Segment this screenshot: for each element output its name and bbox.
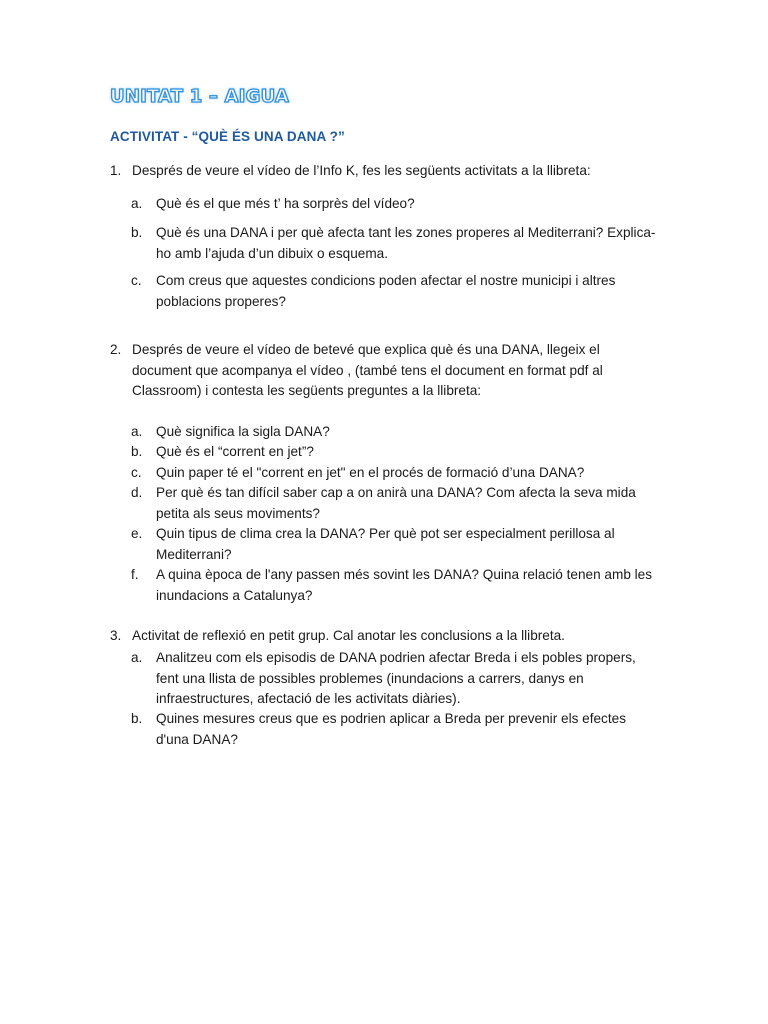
item-text: Què és el que més t’ ha sorprès del vídeo? (156, 196, 415, 211)
item-text: Com creus que aquestes condicions poden afectar el nostre municipi i altres poblacions properes? (156, 273, 616, 309)
item-text: A quina època de l'any passen més sovint les DANA? Quina relació tenen amb les inundacions a Catalunya? (156, 567, 653, 603)
item-text: Quines mesures creus que es podrien aplicar a Breda per prevenir els efectes d'una DANA? (156, 711, 626, 747)
item-letter: c. (131, 465, 142, 480)
item-text: Quin tipus de clima crea la DANA? Per què pot ser especialment perillosa al Mediterrani? (156, 526, 615, 562)
question-number: 3. (110, 628, 122, 643)
page-title: UNITAT 1 – AIGUA (110, 86, 289, 107)
question-number: 1. (110, 163, 122, 178)
item-letter: f. (131, 567, 139, 582)
item-text: Per què és tan difícil saber cap a on anirà una DANA? Com afecta la seva mida petita als seus moviments? (156, 485, 636, 521)
question-text: Després de veure el vídeo de l’Info K, fes les següents activitats a la llibreta: (132, 163, 591, 178)
item-text: Quin paper té el "corrent en jet" en el procés de formació d’una DANA? (156, 465, 585, 480)
question-number: 2. (110, 342, 122, 357)
item-letter: d. (131, 485, 143, 500)
item-letter: c. (131, 273, 142, 288)
item-letter: a. (131, 424, 143, 439)
item-text: Què significa la sigla DANA? (156, 424, 330, 439)
item-text: Analitzeu com els episodis de DANA podrien afectar Breda i els pobles propers, fent una llista de possibles problemes (inundacions a carrers, danys en infraestructures, afectació de les activitats diàries). (156, 650, 636, 706)
question-text: Activitat de reflexió en petit grup. Cal anotar les conclusions a la llibreta. (132, 628, 565, 643)
item-text: Què és una DANA i per què afecta tant les zones properes al Mediterrani? Explica-ho amb l’ajuda d’un dibuix o esquema. (156, 225, 656, 261)
item-letter: b. (131, 444, 143, 459)
item-text: Què és el “corrent en jet”? (156, 444, 314, 459)
item-letter: a. (131, 196, 143, 211)
item-letter: b. (131, 225, 143, 240)
item-letter: b. (131, 711, 143, 726)
item-letter: e. (131, 526, 143, 541)
question-text: Després de veure el vídeo de betevé que explica què és una DANA, llegeix el document que acompanya el vídeo , (també tens el document en format pdf al Classroom) i contesta les següents preguntes a la llibreta: (132, 342, 603, 398)
item-letter: a. (131, 650, 143, 665)
activity-title: ACTIVITAT - “QUÈ ÉS UNA DANA ?” (110, 129, 345, 144)
